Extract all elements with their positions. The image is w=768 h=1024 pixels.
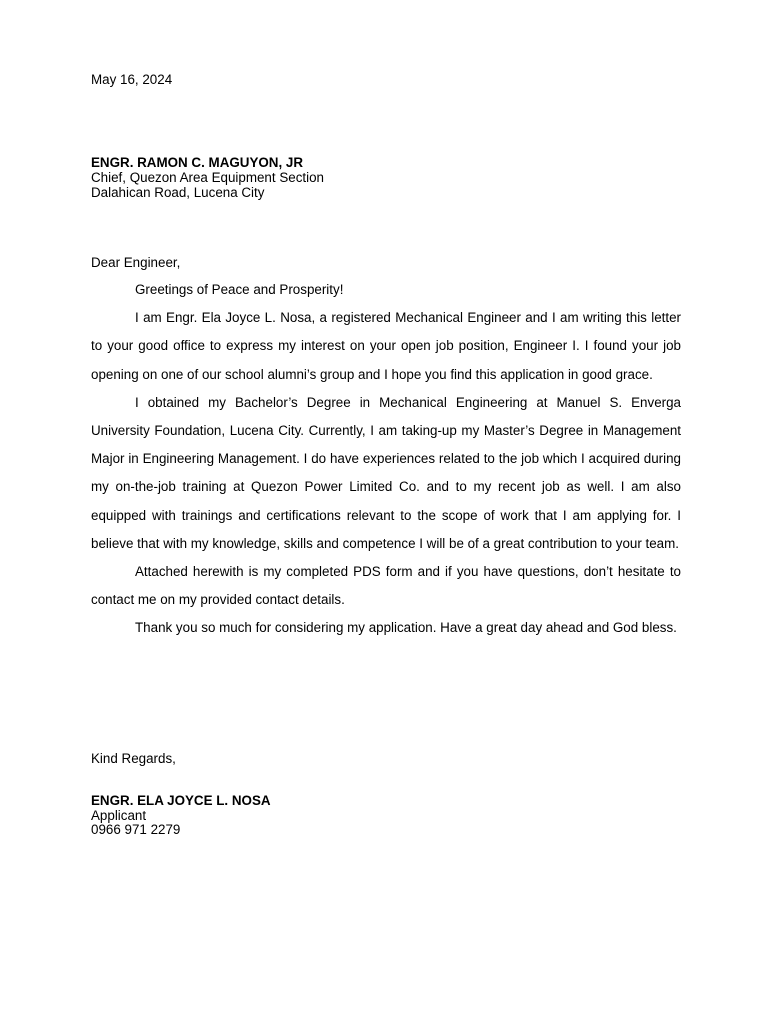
recipient-address: Dalahican Road, Lucena City — [91, 185, 265, 200]
recipient-name: ENGR. RAMON C. MAGUYON, JR — [91, 155, 304, 170]
letter-body — [91, 276, 681, 643]
paragraph-attachment: Attached herewith is my completed PDS form and if you have questions, don’t hesitate to contact me on my provided contact details. — [91, 564, 681, 608]
recipient-block — [91, 155, 324, 200]
letter-date: May 16, 2024 — [91, 72, 173, 87]
paragraph-introduction: I am Engr. Ela Joyce L. Nosa, a registered Mechanical Engineer and I am writing this letter to your good office to express my interest on your open job position, Engineer I. I found your job opening on one of our school alumni’s group and I hope you find this application in good grace. — [91, 310, 681, 382]
signature-phone: 0966 971 2279 — [91, 822, 181, 837]
closing: Kind Regards, — [91, 751, 176, 766]
signature-name: ENGR. ELA JOYCE L. NOSA — [91, 793, 271, 808]
signature-role: Applicant — [91, 807, 147, 823]
salutation: Dear Engineer, — [91, 255, 181, 270]
paragraph-qualifications: I obtained my Bachelor’s Degree in Mechanical Engineering at Manuel S. Enverga University Foundation, Lucena City. Currently, I am taking-up my Master’s Degree in Management Major in Engineering Management. I do have experiences related to the job which I acquired during my on-the-job training at Quezon Power Limited Co. and to my recent job as well. I am also equipped with trainings and certifications relevant to the scope of work that I am applying for. I believe that with my knowledge, skills and competence I will be of a great contribution to your team. — [91, 394, 681, 551]
paragraph-greeting: Greetings of Peace and Prosperity! — [135, 282, 344, 297]
paragraph-thanks: Thank you so much for considering my application. Have a great day ahead and God bless. — [135, 620, 677, 636]
recipient-title: Chief, Quezon Area Equipment Section — [91, 170, 324, 185]
signature-block — [91, 794, 271, 838]
